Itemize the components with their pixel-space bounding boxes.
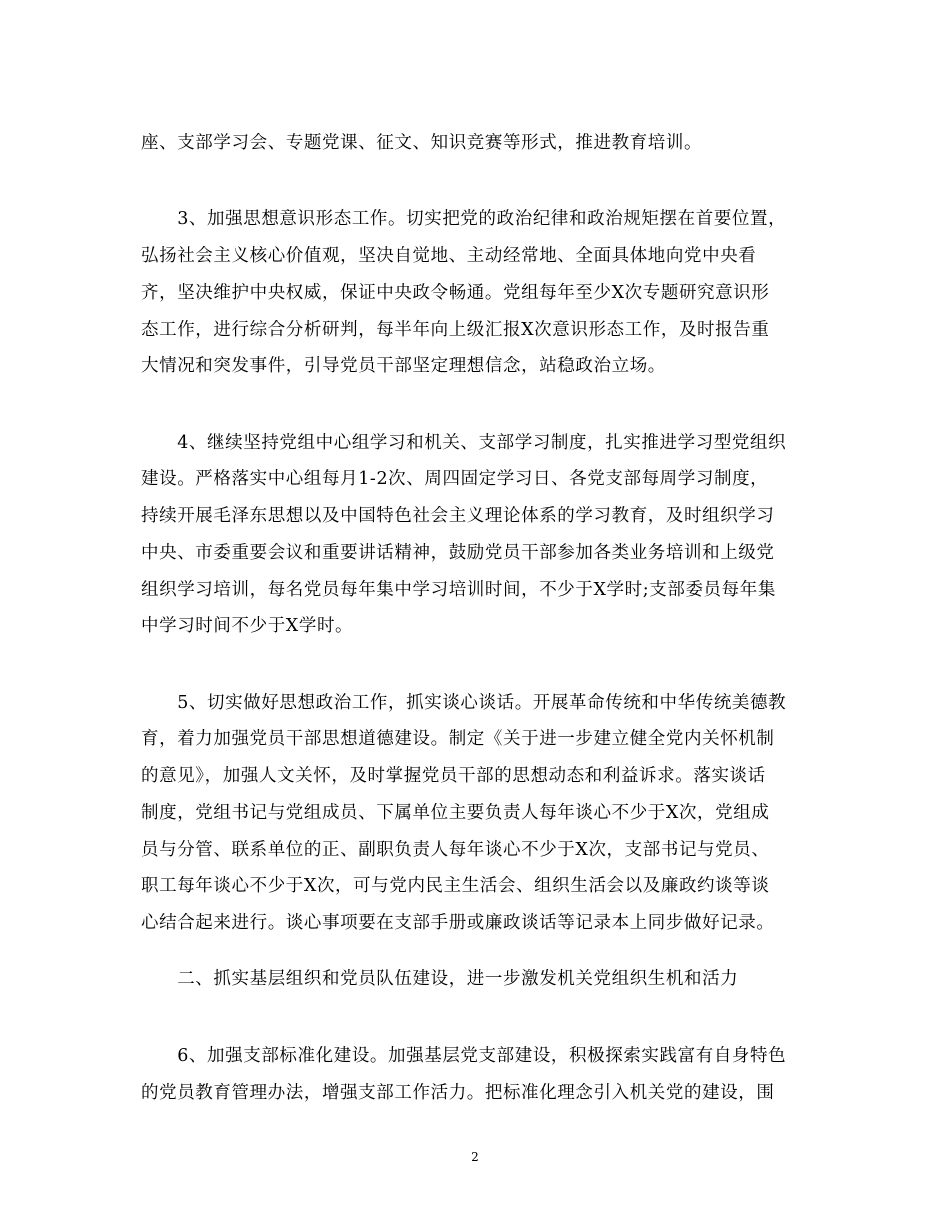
- text-line: 5、切实做好思想政治工作，抓实谈心谈话。开展革命传统和中华传统美德教: [141, 693, 787, 713]
- text-line: 建设。严格落实中心组每月1-2次、周四固定学习日、各党支部每周学习制度，: [141, 469, 769, 489]
- text-line: 弘扬社会主义核心价值观，坚决自觉地、主动经常地、全面具体地向党中央看: [141, 246, 757, 266]
- text-line: 持续开展毛泽东思想以及中国特色社会主义理论体系的学习教育，及时组织学习: [141, 506, 775, 526]
- text-line: 3、加强思想意识形态工作。切实把党的政治纪律和政治规矩摆在首要位置，: [141, 209, 787, 229]
- text-line: 组织学习培训，每名党员每年集中学习培训时间，不少于Ⅹ学时;支部委员每年集: [141, 580, 776, 600]
- text-line: 座、支部学习会、专题党课、征文、知识竞赛等形式，推进教育培训。: [141, 133, 703, 153]
- text-line: 制度，党组书记与党组成员、下属单位主要负责人每年谈心不少于Ⅹ次，党组成: [141, 803, 770, 823]
- text-line: 的意见》，加强人文关怀，及时掌握党员干部的思想动态和利益诉求。落实谈话: [141, 766, 766, 786]
- text-line: 职工每年谈心不少于Ⅹ次，可与党内民主生活会、组织生活会以及廉政约谈等谈: [141, 876, 770, 896]
- text-line: 心结合起来进行。谈心事项要在支部手册或廉政谈话等记录本上同步做好记录。: [141, 913, 775, 933]
- text-line: 齐，坚决维护中央权威，保证中央政令畅通。党组每年至少Ⅹ次专题研究意识形: [141, 283, 770, 303]
- section-heading: 二、抓实基层组织和党员队伍建设，进一步激发机关党组织生机和活力: [141, 969, 739, 989]
- text-line: 态工作，进行综合分析研判，每半年向上级汇报Ⅹ次意识形态工作，及时报告重: [141, 320, 770, 340]
- text-line: 的党员教育管理办法，增强支部工作活力。把标准化理念引入机关党的建设，围: [141, 1083, 775, 1103]
- text-line: 员与分管、联系单位的正、副职负责人每年谈心不少于Ⅹ次，支部书记与党员、: [141, 840, 770, 860]
- page-number: 2: [471, 1150, 479, 1164]
- text-line: 中央、市委重要会议和重要讲话精神，鼓励党员干部参加各类业务培训和上级党: [141, 543, 775, 563]
- text-line: 4、继续坚持党组中心组学习和机关、支部学习制度，扎实推进学习型党组织: [141, 433, 787, 453]
- text-line: 育，着力加强党员干部思想道德建设。制定《关于进一步建立健全党内关怀机制: [141, 729, 775, 749]
- text-line: 中学习时间不少于Ⅹ学时。: [141, 616, 354, 636]
- text-line: 大情况和突发事件，引导党员干部坚定理想信念，站稳政治立场。: [141, 356, 666, 376]
- text-line: 6、加强支部标准化建设。加强基层党支部建设，积极探索实践富有自身特色: [141, 1046, 787, 1066]
